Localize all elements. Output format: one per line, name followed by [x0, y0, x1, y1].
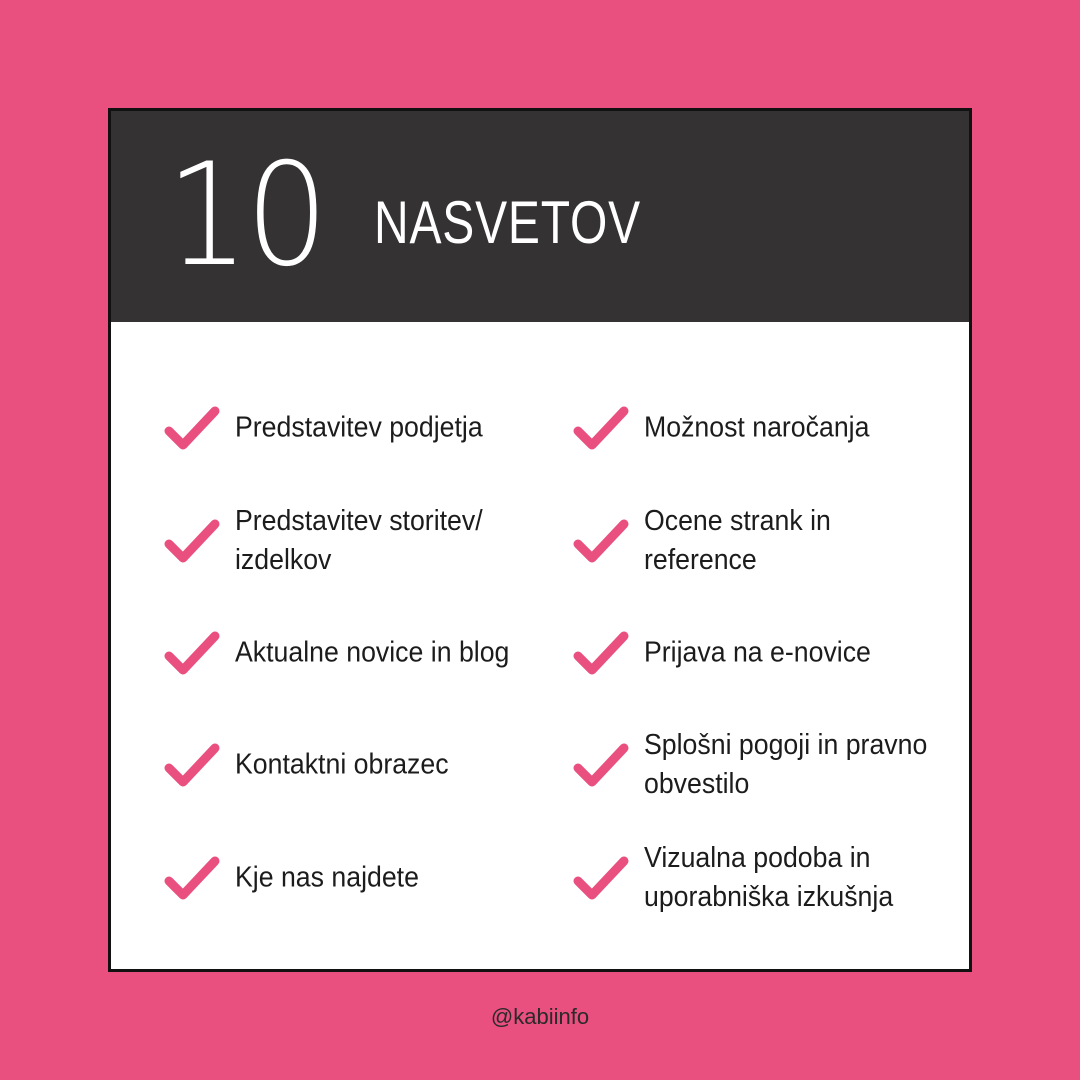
tip-item — [163, 838, 563, 918]
check-icon — [572, 740, 630, 790]
tip-label: Ocene strank in reference — [644, 505, 831, 576]
check-icon — [572, 853, 630, 903]
tip-item — [572, 838, 967, 918]
check-icon — [163, 740, 221, 790]
card-title: NASVETOV — [374, 189, 641, 256]
tip-item — [163, 725, 563, 805]
tips-card — [108, 108, 972, 972]
tip-item — [163, 388, 563, 468]
card-header — [111, 111, 969, 322]
tip-label: Predstavitev podjetja — [235, 411, 483, 444]
check-icon — [163, 853, 221, 903]
tip-label: Aktualne novice in blog — [235, 636, 510, 669]
tip-label: Kje nas najdete — [235, 861, 419, 894]
check-icon — [163, 516, 221, 566]
tip-label: Vizualna podoba in uporabniška izkušnja — [644, 842, 894, 913]
tip-item — [163, 613, 563, 693]
tip-item — [163, 501, 563, 581]
tip-item — [572, 388, 967, 468]
tip-label: Predstavitev storitev/ izdelkov — [235, 505, 483, 576]
tips-count: 10 — [166, 133, 325, 298]
tip-label: Prijava na e-novice — [644, 636, 871, 669]
tip-item — [572, 725, 967, 805]
check-icon — [163, 403, 221, 453]
check-icon — [572, 516, 630, 566]
tip-item — [572, 613, 967, 693]
tip-label: Možnost naročanja — [644, 411, 870, 444]
tip-label: Splošni pogoji in pravno obvestilo — [644, 729, 928, 800]
check-icon — [572, 403, 630, 453]
tip-label: Kontaktni obrazec — [235, 748, 449, 781]
social-handle: @kabiinfo — [490, 1004, 590, 1029]
check-icon — [572, 628, 630, 678]
check-icon — [163, 628, 221, 678]
tip-item — [572, 501, 967, 581]
